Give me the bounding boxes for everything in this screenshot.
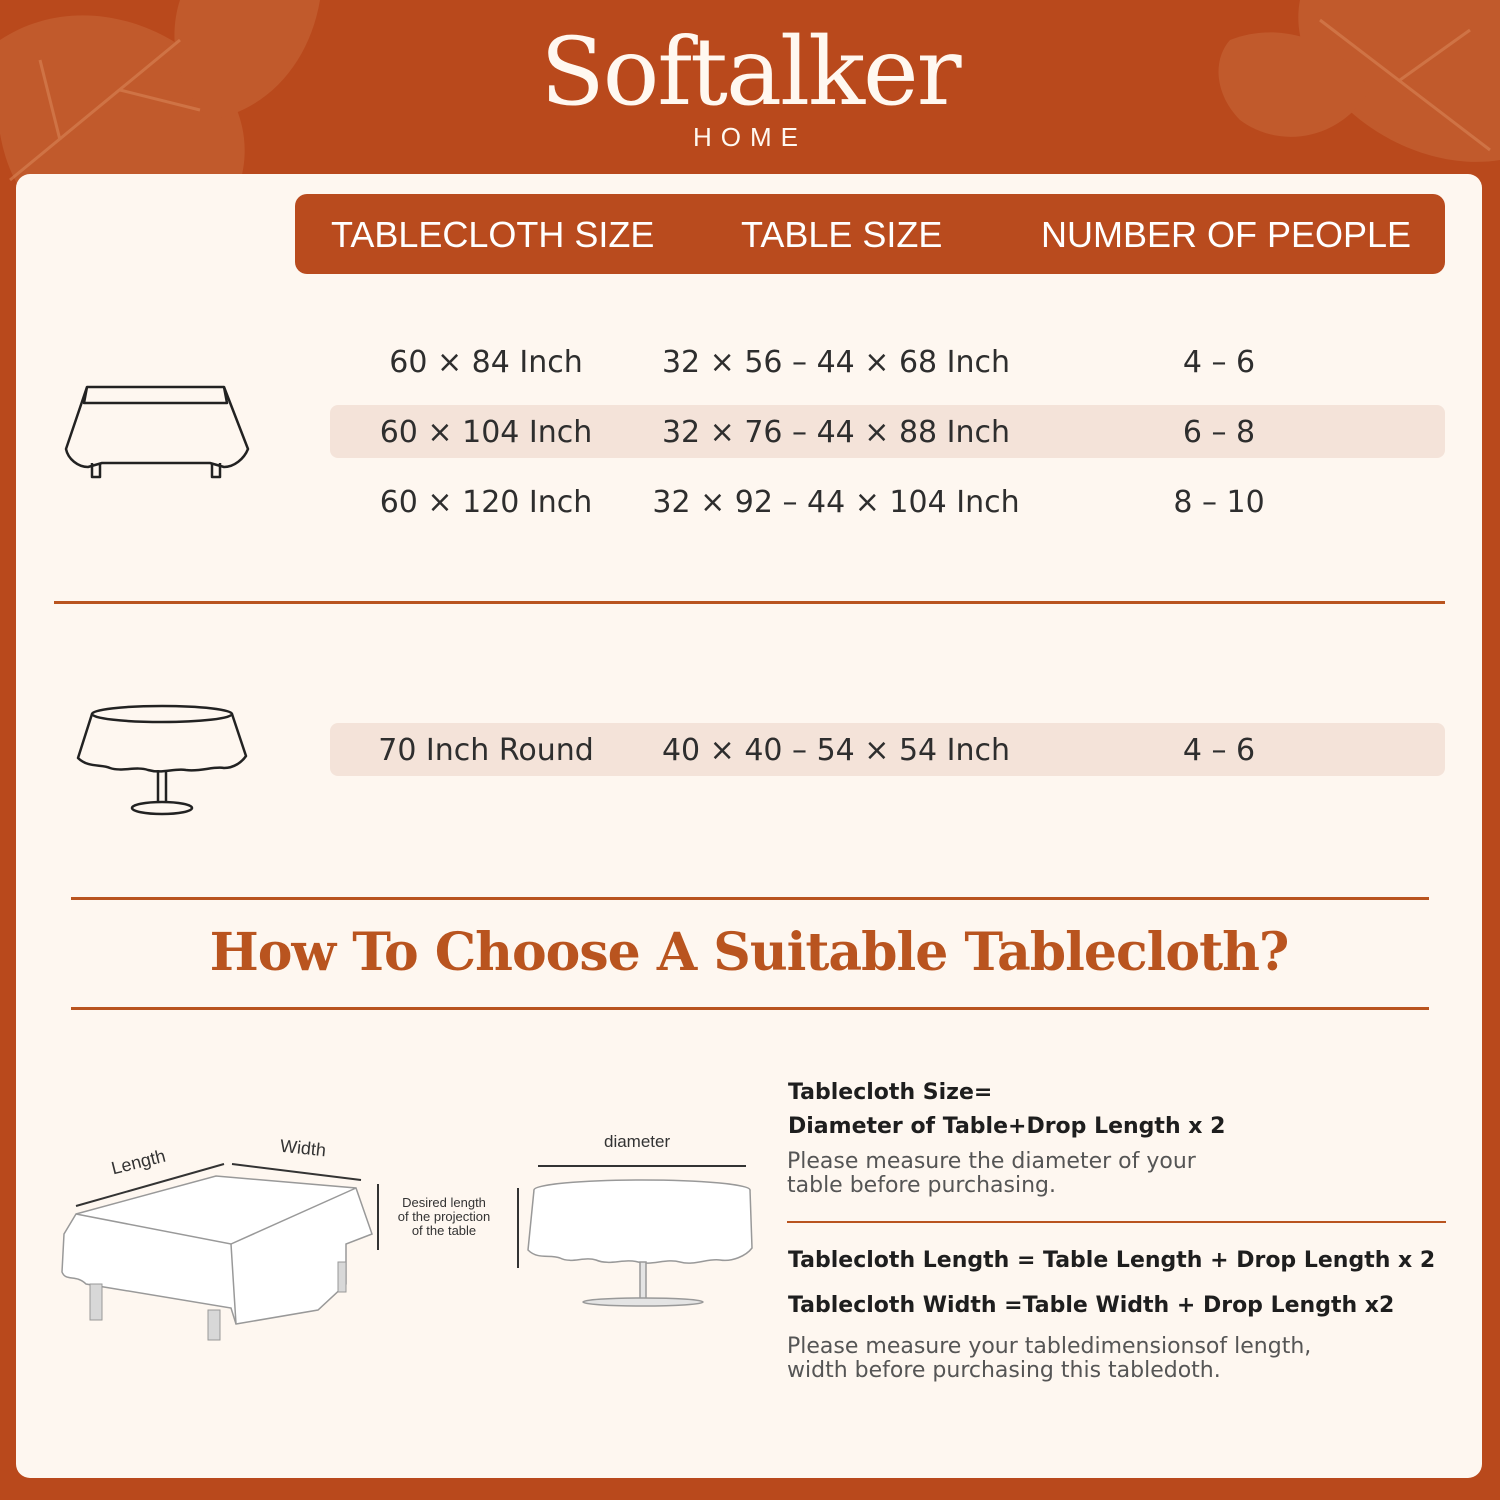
width-formula: Tablecloth Width =Table Width + Drop Length x2	[788, 1293, 1395, 1318]
drop-marker	[377, 1184, 379, 1250]
table-cell: 60 × 120 Inch	[379, 485, 593, 520]
round-formula-line1: Tablecloth Size=	[788, 1080, 993, 1105]
table-cell: 32 × 56 – 44 × 68 Inch	[661, 345, 1011, 380]
table-cell: 4 – 6	[1182, 345, 1256, 380]
table-cell: 40 × 40 – 54 × 54 Inch	[661, 733, 1011, 768]
table-cell: 60 × 84 Inch	[389, 345, 583, 380]
round-tablecloth-diagram-icon	[524, 1160, 764, 1310]
round-formula-note: Please measure the diameter of your table before purchasing.	[787, 1149, 1196, 1198]
round-table-icon	[74, 702, 254, 822]
table-cell: 8 – 10	[1173, 485, 1265, 520]
table-cell: 60 × 104 Inch	[379, 415, 593, 450]
formula-divider	[787, 1221, 1446, 1223]
width-label: Width	[279, 1135, 327, 1161]
header-tablecloth-size: TABLECLOTH SIZE	[331, 214, 655, 255]
diameter-label: diameter	[604, 1132, 671, 1151]
brand-logo	[0, 18, 1500, 153]
length-formula: Tablecloth Length = Table Length + Drop Length x 2	[788, 1248, 1436, 1273]
table-cell: 6 – 8	[1182, 415, 1256, 450]
table-cell: 4 – 6	[1182, 733, 1256, 768]
rectangular-tablecloth-diagram-icon	[56, 1134, 386, 1344]
table-cell: 32 × 92 – 44 × 104 Inch	[652, 485, 1020, 520]
brand-name: Softalker	[540, 18, 960, 127]
table-header	[295, 194, 1445, 274]
rectangular-table-icon	[62, 379, 252, 489]
drop-marker	[517, 1188, 519, 1268]
title-rule-top	[71, 897, 1429, 900]
size-chart-card	[16, 174, 1482, 1478]
title-rule-bottom	[71, 1007, 1429, 1010]
header-number-of-people: NUMBER OF PEOPLE	[1041, 214, 1412, 255]
length-label: Length	[109, 1145, 168, 1179]
section-divider	[54, 601, 1445, 604]
round-formula-line2: Diameter of Table+Drop Length x 2	[788, 1114, 1226, 1139]
drop-length-label: Desired length of the projection of the table	[397, 1195, 491, 1238]
rect-formula-note: Please measure your tabledimensionsof length, width before purchasing this tabledoth.	[787, 1334, 1312, 1383]
table-cell: 70 Inch Round	[378, 733, 594, 768]
guide-title: How To Choose A Suitable Tablecloth?	[209, 922, 1289, 983]
header-table-size: TABLE SIZE	[741, 214, 943, 255]
table-cell: 32 × 76 – 44 × 88 Inch	[661, 415, 1011, 450]
brand-subtitle: HOME	[693, 122, 807, 152]
